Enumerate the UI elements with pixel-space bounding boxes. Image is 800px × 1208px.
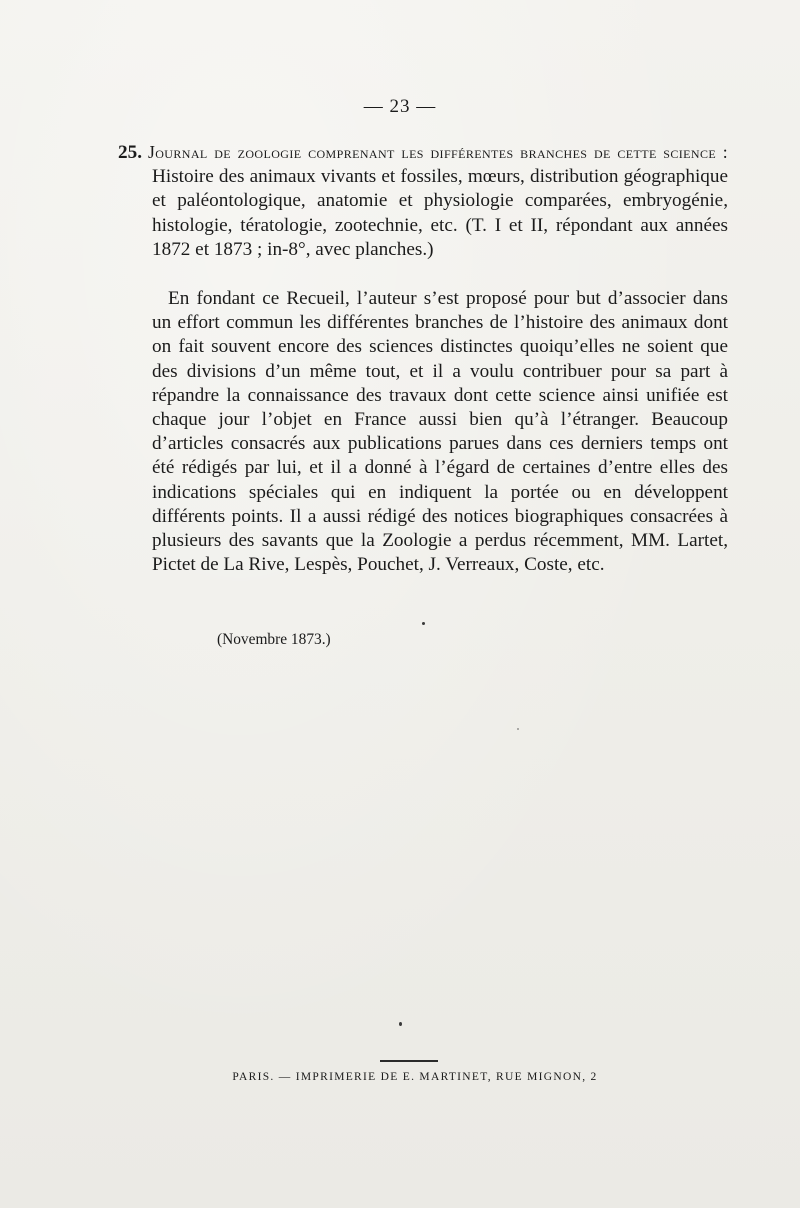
footer-rule xyxy=(380,1060,438,1062)
printer-imprint: PARIS. — IMPRIMERIE DE E. MARTINET, RUE MIGNON, 2 xyxy=(232,1071,598,1083)
entry-commentary: En fondant ce Recueil, l’auteur s’est proposé pour but d’associer dans un effort commun les différentes branches de l’histoire des animaux dont on fait souvent encore des sciences distinctes quoiqu’elles ne soient que des divisions d’un même tout, et il a voulu contribuer pour sa part à répandre la connaissance des travaux dont cette science ainsi unifiée est chaque jour l’objet en France aussi bien qu’à l’étranger. Beaucoup d’articles consacrés aux publications parues dans ces derniers temps ont été rédigés par lui, et il a donné à l’égard de certaines d’entre elles des indications spéciales qui en indiquent la portée ou en développent différents points. Il a aussi rédigé des notices biographiques consacrées à plusieurs des savants que la Zoologie a perdus récemment, MM. Lartet, Pictet de La Rive, Lespès, Pouchet, J. Verreaux, Coste, etc. xyxy=(152,288,728,576)
entry-block xyxy=(118,140,728,262)
page-number: — 23 — xyxy=(363,96,437,117)
bibliography-entry xyxy=(118,140,728,262)
ink-speck xyxy=(517,728,519,730)
entry-title: Journal de zoologie comprenant les différentes branches de cette science : xyxy=(147,142,728,162)
entry-description: Histoire des animaux vivants et fossiles, mœurs, distribution géographique et paléontologique, anatomie et physiologie comparées, embryogénie, histologie, tératologie, zootechnie, etc. (T. I et II, répondant aux années 1872 et 1873 ; in-8°, avec planches.) xyxy=(152,166,728,260)
date-note: (Novembre 1873.) xyxy=(217,631,331,648)
entry-number: 25. xyxy=(118,142,142,163)
ink-speck xyxy=(422,622,425,625)
ink-speck xyxy=(399,1022,402,1026)
